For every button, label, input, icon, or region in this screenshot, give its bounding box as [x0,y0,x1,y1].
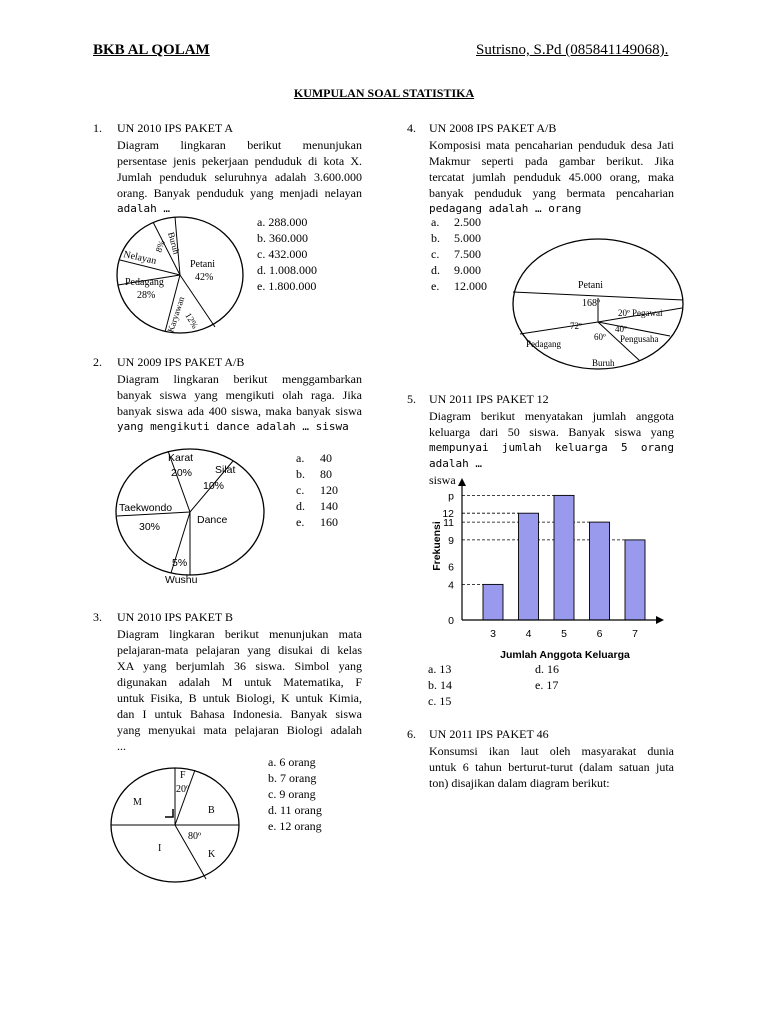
q1-label-petani: Petani [190,259,215,270]
q4-label-pedagang: Pedagang [526,339,561,349]
q4-label-deg60: 60º [594,332,606,342]
q4-option-c[interactable] [431,246,487,262]
q5-option-b[interactable]: b. 14 [428,678,452,692]
q4-heading: UN 2008 IPS PAKET A/B [429,121,557,135]
q2-heading: UN 2009 IPS PAKET A/B [117,355,245,369]
q5-heading: UN 2011 IPS PAKET 12 [429,392,549,406]
q6-number: 6. [407,727,416,741]
q2-line: banyak siswa yang mengikuti olah raga. Jika [117,388,362,402]
q4-option-letter: b. [431,231,440,245]
q5-number: 5. [407,392,416,406]
q2-label-wushu-pct: 5% [172,557,188,569]
q2-text [117,371,362,435]
q4-line: banyak penduduk yang bermata pencaharian [429,186,674,200]
q4-option-letter: e. [431,279,440,293]
q5-y-axis-arrow [458,478,466,486]
q5-bar-4 [519,513,539,620]
q1-option-e[interactable]: e. 1.800.000 [257,279,317,293]
q4-label-deg40: 40º [615,324,627,334]
q3-line-last: ... [117,739,126,753]
q5-y-tick: p [448,490,454,503]
q3-line: pelajaran-mata pelajaran yang disukai di kelas [117,643,362,657]
q5-bar-3 [483,584,503,620]
q2-options [296,450,338,530]
q5-line-mid: mempunyai jumlah keluarga 5 orang adalah … [429,441,674,470]
q5-line: keluarga dari 50 siswa. Banyak siswa yang [429,425,674,439]
q5-x-tick: 4 [525,628,532,640]
q5-x-tick: 5 [561,628,567,640]
q3-line: XA yang berjumlah 36 siswa. Simbol yang [117,659,362,673]
q2-option-b[interactable] [296,466,338,482]
q5-bar-5 [554,495,574,620]
q3-heading: UN 2010 IPS PAKET B [117,610,234,624]
q2-label-silat-pct: 10% [203,480,225,492]
q4-option-e[interactable] [431,278,487,294]
q4-option-value: 5.000 [454,231,481,245]
q6-line: untuk 6 tahun berturut-turut (dalam satuan juta [429,760,674,774]
q1-label-pedagang: Pedagang [125,277,164,288]
q1-number: 1. [93,121,102,135]
q2-number: 2. [93,355,102,369]
q2-option-c[interactable] [296,482,338,498]
q2-option-letter: a. [296,451,305,465]
q5-options-left [428,661,452,709]
q1-option-b[interactable]: b. 360.000 [257,231,308,245]
page-title: KUMPULAN SOAL STATISTIKA [293,86,475,100]
q4-line: Komposisi mata pencaharian penduduk desa Jati [429,138,674,152]
q3-label-m: M [133,797,142,808]
q3-line: dan I untuk Bahasa Indonesia. Banyak siswa [117,707,362,721]
q1-options [257,214,317,294]
q4-line: Makmur seperti pada gambar berikut. Jika [429,154,674,168]
q2-label-karate: Karat [168,452,194,464]
q4-label-petani: Petani [578,280,603,291]
q1-option-d[interactable]: d. 1.008.000 [257,263,317,277]
q1-text [117,137,362,217]
q4-option-value: 9.000 [454,263,481,277]
q1-line: Jumlah penduduk seluruhnya adalah 3.600.000 [117,170,362,184]
q3-options [268,754,322,834]
q2-option-letter: d. [296,499,305,513]
q1-line: persentase jenis pekerjaan penduduk di kota X. [117,154,362,168]
q3-label-f-deg: 20º [176,784,190,795]
q2-option-a[interactable] [296,450,338,466]
q3-option-c[interactable]: c. 9 orang [268,787,316,801]
q4-label-buruh: Buruh [592,358,615,368]
q5-options-right [535,661,559,693]
q3-label-k-deg: 80º [188,831,202,842]
q5-y-tick: 9 [448,534,454,547]
q2-label-taekwondo: Taekwondo [119,502,173,514]
q4-option-a[interactable] [431,214,487,230]
q5-y-tick: 12 [442,508,454,521]
q6-text [429,743,674,791]
q5-x-tick: 3 [490,628,496,640]
q6-line: Konsumsi ikan laut oleh masyarakat dunia [429,744,674,758]
q4-option-d[interactable] [431,262,487,278]
q3-number: 3. [93,610,102,624]
q4-option-value: 7.500 [454,247,481,261]
q4-option-value: 12.000 [454,279,487,293]
q2-option-letter: e. [296,515,305,529]
q3-label-i: I [158,843,162,854]
q5-bars [483,495,645,620]
q3-right-angle-mark [165,809,173,817]
q5-y-tick: 4 [448,579,454,592]
q2-line: banyak siswa ada 400 siswa, maka banyak siswa [117,404,362,418]
q4-line: tercatat jumlah penduduk 45.000 orang, maka [429,170,674,184]
q2-option-value: 140 [320,499,338,513]
q1-option-c[interactable]: c. 432.000 [257,247,308,261]
q4-label-pengusaha: Pengusaha [620,334,659,344]
q5-x-tick: 6 [596,628,603,640]
q2-label-karate-pct: 20% [171,467,193,479]
q2-option-value: 160 [320,515,338,529]
q5-bar-6 [590,522,610,620]
q3-option-e[interactable]: e. 12 orang [268,819,322,833]
q2-option-letter: c. [296,483,305,497]
q4-label-deg72: 72º [570,321,582,331]
q4-label-petani-deg: 168º [582,298,601,309]
q5-option-e[interactable]: e. 17 [535,678,559,692]
q2-label-wushu: Wushu [165,574,198,586]
q1-heading: UN 2010 IPS PAKET A [117,121,234,135]
header-school-name: BKB AL QOLAM [93,42,210,58]
q2-label-taekwondo-pct: 30% [139,521,161,533]
q4-option-value: 2.500 [454,215,481,229]
q1-line: orang. Banyak penduduk yang menjadi nelayan [117,186,362,200]
q2-option-e[interactable] [296,514,338,530]
q2-option-value: 80 [320,467,332,481]
q2-label-silat: Silat [215,464,236,476]
q2-option-letter: b. [296,467,305,481]
q5-line-last: siswa [429,473,456,487]
q4-label-pegawai: 20º Pegawai [618,308,663,318]
q3-line: Diagram lingkaran berikut menunjukan mata [117,627,362,641]
q3-line: digunakan adalah M untuk Matematika, F [117,675,362,689]
q1-label-karyawan-pct: 12% [183,311,201,331]
q3-line: untuk Fisika, B untuk Biologi, K untuk Kimia, [117,691,362,705]
q1-label-nelayan: Nelayan [122,249,158,267]
q6-heading: UN 2011 IPS PAKET 46 [429,727,549,741]
q1-label-karyawan: Karyawan [165,295,187,334]
q5-bar-chart [420,474,674,666]
q3-option-b[interactable]: b. 7 orang [268,771,317,785]
q1-line-last: adalah … [117,202,170,215]
q1-label-pedagang-pct: 28% [137,290,156,301]
q3-label-f: F [180,770,186,781]
q4-option-letter: a. [431,215,440,229]
q4-pie-divider [520,322,598,334]
q3-pie-chart [108,764,242,884]
q5-x-axis-label: Jumlah Anggota Keluarga [500,649,630,661]
q5-y-tick: 0 [448,615,454,627]
q5-y-tick-labels [442,490,454,627]
q5-y-tick: 11 [443,517,454,530]
q4-text [429,137,674,217]
q2-option-d[interactable] [296,498,338,514]
q4-option-b[interactable] [431,230,487,246]
q5-option-a[interactable]: a. 13 [428,662,452,676]
q5-bar-7 [625,540,645,620]
q4-option-letter: d. [431,263,440,277]
q5-x-tick: 7 [632,628,638,640]
q2-line-last: yang mengikuti dance adalah … siswa [117,420,349,433]
q4-number: 4. [407,121,416,135]
q6-line-last: ton) disajikan dalam diagram berikut: [429,776,610,790]
q2-pie-chart [113,446,269,586]
q5-option-c[interactable]: c. 15 [428,694,452,708]
q5-x-axis-arrow [656,616,664,624]
q1-label-petani-pct: 42% [195,272,214,283]
q4-pie-chart [510,236,686,376]
q5-y-tick: 6 [448,561,454,574]
q3-option-d[interactable]: d. 11 orang [268,803,322,817]
header-author: Sutrisno, S.Pd (085841149068). [476,42,669,58]
q1-option-a[interactable]: a. 288.000 [257,215,308,229]
q5-y-axis-label: Frekuensi [431,521,443,571]
q4-line-last: pedagang adalah … orang [429,202,582,215]
q1-line: Diagram lingkaran berikut menunjukan [117,138,362,152]
q3-text [117,626,362,754]
q5-line: Diagram berikut menyatakan jumlah anggota [429,409,674,423]
q2-option-value: 40 [320,451,332,465]
q3-label-k: K [208,849,216,860]
q4-options [431,214,487,294]
q2-label-dance: Dance [197,514,228,526]
q1-pie-chart [115,215,245,337]
q3-label-b: B [208,805,215,816]
q3-option-a[interactable]: a. 6 orang [268,755,316,769]
q3-line: yang menyukai mata pelajaran Biologi adalah [117,723,362,737]
q2-line: Diagram lingkaran berikut menggambarkan [117,372,362,386]
q4-option-letter: c. [431,247,440,261]
q2-option-value: 120 [320,483,338,497]
q5-option-d[interactable]: d. 16 [535,662,559,676]
q1-label-buruh: Buruh [166,230,182,256]
q5-x-tick-labels [490,628,638,640]
q1-label-buruh-pct: 8% [153,238,167,254]
